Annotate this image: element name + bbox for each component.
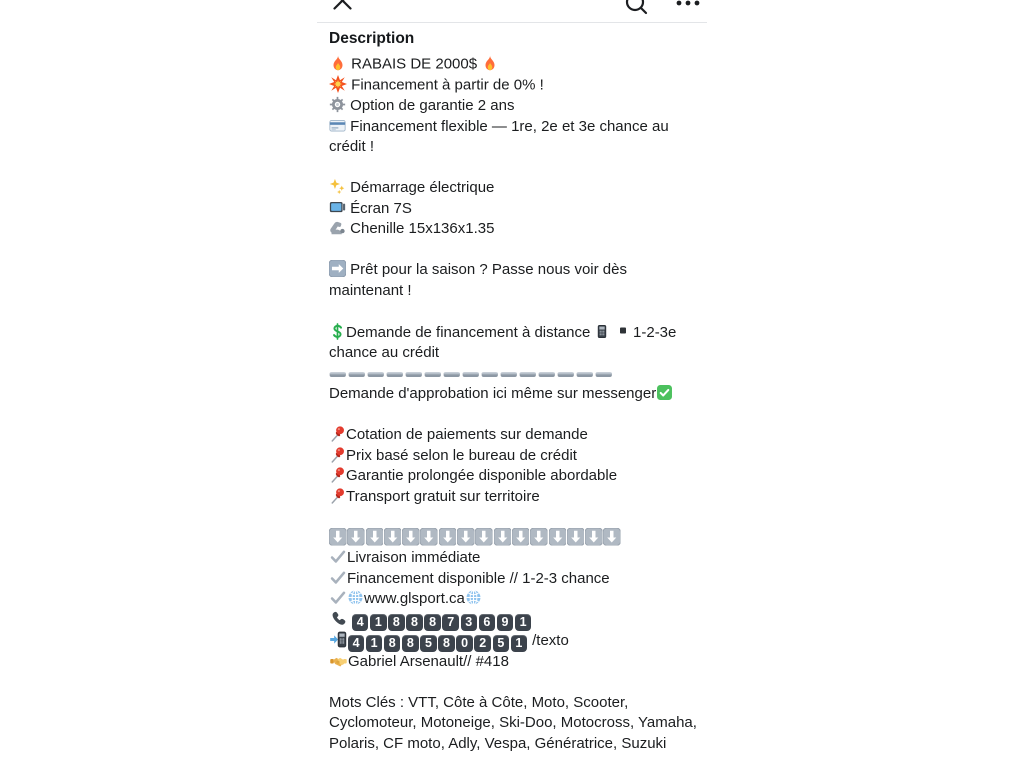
description-line [329, 75, 697, 96]
keycap-digit: 3 [461, 614, 478, 631]
text-segment: Chenille 15x136x1.35 [346, 220, 495, 237]
down-arrow-icon [457, 528, 475, 546]
description-line [329, 158, 697, 179]
check-mark-icon [329, 589, 347, 606]
description-line [329, 528, 697, 549]
description-line [329, 405, 697, 426]
description-line [329, 589, 697, 610]
check-mark-icon [329, 548, 347, 565]
dash-icon [576, 366, 594, 383]
down-arrow-icon [585, 528, 603, 546]
description-line [329, 610, 697, 631]
down-arrow-icon [512, 528, 530, 546]
header-divider [317, 22, 707, 23]
text-segment: www.glsport.ca [364, 590, 465, 607]
text-segment: Livraison immédiate [347, 549, 481, 566]
down-arrow-icon [567, 528, 585, 546]
text-segment: Écran 7S [346, 199, 412, 217]
globe-icon [465, 589, 482, 606]
gear-icon [329, 96, 346, 113]
check-mark-icon [329, 569, 347, 586]
telephone-icon [329, 610, 347, 627]
text-segment: Démarrage électrique [346, 179, 495, 196]
text-segment [347, 611, 351, 628]
dash-icon [481, 366, 499, 383]
text-segment: Gabriel Arsenault// #418 [348, 652, 509, 670]
description-line [329, 672, 697, 693]
dollar-icon [329, 323, 346, 340]
keycap-digit: 0 [456, 635, 473, 652]
keycap-digit: 8 [388, 614, 405, 631]
description-line [329, 631, 697, 652]
text-segment: Demande de financement à distance [346, 323, 595, 341]
description-line [329, 199, 697, 220]
description-line [329, 178, 697, 199]
description-line [329, 487, 697, 508]
dash-icon [367, 366, 385, 383]
description-line [329, 446, 697, 467]
description-line [329, 384, 697, 405]
keycap-digit: 8 [424, 614, 441, 631]
down-arrow-icon [420, 528, 438, 546]
text-segment: Demande d'approbation ici même sur messenger [329, 385, 657, 402]
mechanical-arm-icon [329, 219, 346, 236]
handshake-icon [329, 653, 348, 670]
description-line [329, 240, 697, 261]
keycap-digit: 5 [420, 635, 437, 652]
down-arrow-icon [603, 528, 621, 546]
down-arrow-icon [384, 528, 402, 546]
description-line [329, 260, 697, 301]
description-line [329, 466, 697, 487]
text-segment: Transport gratuit sur territoire [346, 487, 540, 505]
text-segment: Financement à partir de 0% ! [347, 76, 544, 94]
pushpin-icon [329, 487, 346, 504]
content-column [317, 0, 707, 768]
down-arrow-icon [347, 528, 365, 546]
text-segment [609, 324, 617, 341]
description-line [329, 693, 702, 755]
pushpin-icon [329, 425, 346, 442]
pushpin-icon [329, 446, 346, 463]
keycap-digit: 1 [515, 614, 532, 631]
keycap-digit: 5 [493, 635, 510, 652]
dash-icon [519, 366, 537, 383]
down-arrow-icon [366, 528, 384, 546]
down-arrow-icon [549, 528, 567, 546]
description-line [329, 96, 697, 117]
right-arrow-icon [329, 260, 346, 277]
dash-icon [405, 366, 423, 383]
text-segment: Financement flexible — 1re, 2e et 3e chance au crédit ! [329, 117, 673, 155]
dash-icon [443, 366, 461, 383]
description-line [329, 364, 697, 385]
keycap-digit: 8 [402, 635, 419, 652]
credit-card-icon [329, 117, 346, 134]
check-box-icon [656, 384, 673, 401]
close-icon[interactable] [332, 0, 353, 11]
description-line [329, 301, 697, 322]
description-line [329, 54, 697, 75]
description-line [329, 507, 697, 528]
text-segment: 1-2-3e chance au crédit [329, 323, 681, 361]
dash-icon [557, 366, 575, 383]
text-segment: Prêt pour la saison ? Passe nous voir dès maintenant ! [329, 261, 632, 299]
text-segment: Garantie prolongée disponible abordable [346, 467, 618, 484]
keycap-digit: 8 [406, 614, 423, 631]
keycap-digit: 8 [438, 635, 455, 652]
keycap-digit: 1 [370, 614, 387, 631]
dash-icon [329, 366, 347, 383]
text-segment: Financement disponible // 1-2-3 chance [347, 569, 610, 587]
description-body [329, 54, 702, 754]
dash-icon [386, 366, 404, 383]
description-line [329, 425, 697, 446]
sparkles-icon [329, 178, 346, 195]
keycap-digit: 2 [474, 635, 491, 652]
description-heading: Description [329, 30, 415, 47]
dash-icon [538, 366, 556, 383]
dash-icon [500, 366, 518, 383]
keycap-digit: 4 [348, 635, 365, 652]
text-segment: /texto [527, 631, 569, 649]
down-arrow-icon [530, 528, 548, 546]
dash-icon [348, 366, 366, 383]
fire-icon [481, 54, 499, 72]
text-segment: RABAIS DE 2000$ [347, 55, 482, 73]
dash-icon [424, 366, 442, 383]
description-line [329, 548, 697, 569]
text-segment: Mots Clés : VTT, Côte à Côte, Moto, Scooter, Cyclomoteur, Motoneige, Ski-Doo, Motocross, Yamaha, Polaris, CF moto, Adly, Vespa, Génératrice, Suzuki [329, 693, 702, 752]
text-segment: Cotation de paiements sur demande [346, 426, 588, 443]
description-line [329, 569, 697, 590]
globe-icon [347, 589, 364, 606]
pushpin-icon [329, 466, 346, 483]
keycap-digit: 4 [352, 614, 369, 631]
tv-icon [329, 199, 346, 216]
dash-icon [595, 366, 613, 383]
down-arrow-icon [439, 528, 457, 546]
collision-icon [329, 75, 347, 93]
down-arrow-icon [494, 528, 512, 546]
description-line [329, 322, 697, 364]
keycap-digit: 9 [497, 614, 514, 631]
keycap-digit: 1 [511, 635, 528, 652]
phone-keypad-icon [595, 323, 609, 340]
keycap-digit: 6 [479, 614, 496, 631]
keycap-digit: 7 [442, 614, 459, 631]
dash-icon [462, 366, 480, 383]
down-arrow-icon [329, 528, 347, 546]
keycap-digit: 1 [366, 635, 383, 652]
search-icon[interactable] [624, 0, 649, 16]
down-arrow-icon [475, 528, 493, 546]
phone-arrow-icon [329, 631, 347, 648]
description-line [329, 652, 697, 673]
description-line [329, 219, 697, 240]
text-segment: Option de garantie 2 ans [346, 97, 515, 114]
small-square-icon [617, 322, 629, 339]
keycap-digit: 8 [384, 635, 401, 652]
fire-icon [329, 54, 347, 72]
down-arrow-icon [402, 528, 420, 546]
more-options-icon[interactable] [675, 0, 701, 7]
text-segment: Prix basé selon le bureau de crédit [346, 446, 577, 464]
description-line [329, 117, 697, 158]
